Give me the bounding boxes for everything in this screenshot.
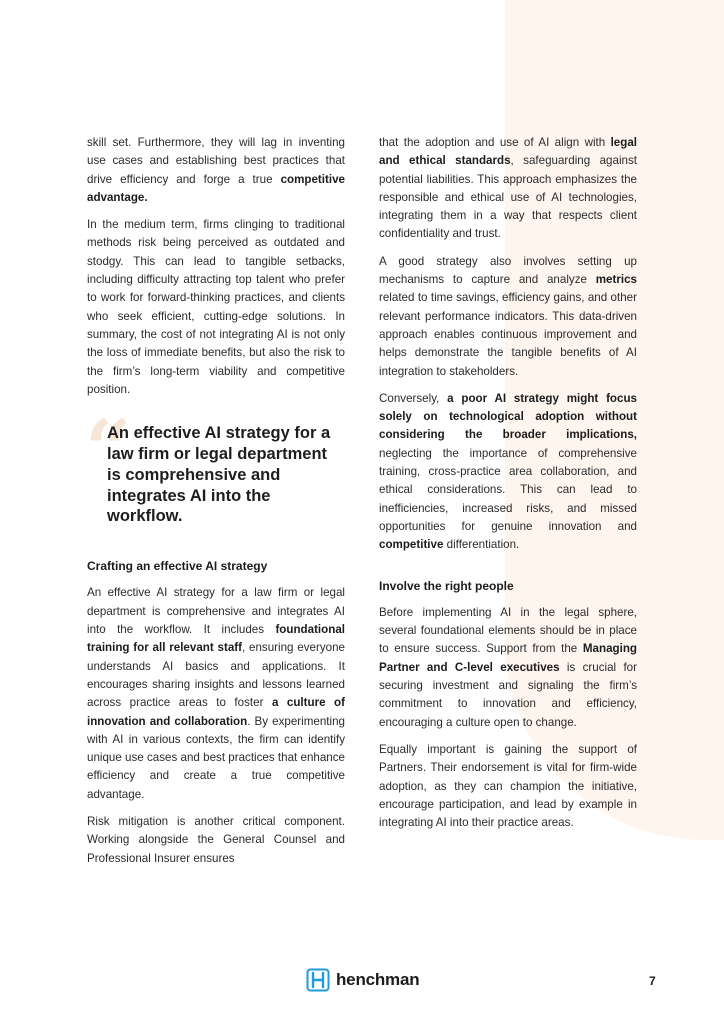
right-paragraph-3: Conversely, a poor AI strategy might focus solely on technological adoption without considering the broader implications, neglecting the importance of comprehensive training, cross-practice area collaboration, and ethical considerations. This can lead to inefficiencies, increased risks, and missed opportunities for genuine innovation and competitive differentiation. — [379, 391, 637, 552]
right-paragraph-1: that the adoption and use of AI align with legal and ethical standards, safeguarding against potential liabilities. This approach emphasizes the responsible and ethical use of AI technologies, integrating them in a way that respects client confidentiality and trust. — [379, 136, 637, 241]
right-paragraph-2: A good strategy also involves setting up mechanisms to capture and analyze metrics related to time savings, efficiency gains, and other relevant performance indicators. This data-driven approach enables continuous improvement and helps demonstrate the tangible benefits of AI integration to stakeholders. — [379, 254, 637, 378]
left-paragraph-1: skill set. Furthermore, they will lag in inventing use cases and establishing best practices that drive efficiency and forge a true competitive advantage. — [87, 136, 345, 204]
section-heading-crafting: Crafting an effective AI strategy — [87, 559, 268, 574]
section-heading-involve: Involve the right people — [379, 578, 514, 593]
quote-mark-icon: “ — [85, 402, 132, 497]
left-paragraph-2: In the medium term, firms clinging to traditional methods risk being perceived as outdated and stodgy. This can lead to tangible setbacks, including difficulty attracting top talent who prefer to work for forward-thinking practices, and clients who seek efficient, cutting-edge solutions. In summary, the cost of not integrating AI is not only the loss of immediate benefits, but also the risk to the firm’s long-term viability and competitive position. — [87, 218, 345, 396]
right-paragraph-5: Equally important is gaining the support of Partners. Their endorsement is vital for firm-wide adoption, as they can champion the initiative, encourage participation, and lead by example in integrating AI into their practice areas. — [379, 742, 637, 830]
pull-quote — [85, 402, 345, 527]
page-number: 7 — [649, 974, 656, 988]
brand-logo — [306, 968, 419, 992]
left-paragraph-4: Risk mitigation is another critical component. Working alongside the General Counsel and Professional Insurer ensures — [87, 815, 345, 865]
right-paragraph-4: Before implementing AI in the legal sphere, several foundational elements should be in place to ensure success. Support from the Managing Partner and C-level executives is crucial for securing investment and signaling the firm’s commitment to innovation and efficiency, encouraging a culture open to change. — [379, 605, 637, 729]
henchman-logo-icon — [306, 968, 330, 992]
right-column — [379, 134, 637, 841]
brand-name: henchman — [336, 970, 420, 989]
left-paragraph-3: An effective AI strategy for a law firm or legal department is comprehensive and integrates AI into the workflow. It includes foundational training for all relevant staff, ensuring everyone understands AI basics and applications. It encourages sharing insights and lessons learned across practice areas to foster a culture of innovation and collaboration. By experimenting with AI in various contexts, the firm can identify unique use cases and best practices that enhance efficiency and create a true competitive advantage. — [87, 586, 345, 801]
left-column — [87, 134, 345, 877]
pull-quote-text: An effective AI strategy for a law firm or legal department is comprehensive and integrates AI into the workflow. — [107, 424, 331, 526]
